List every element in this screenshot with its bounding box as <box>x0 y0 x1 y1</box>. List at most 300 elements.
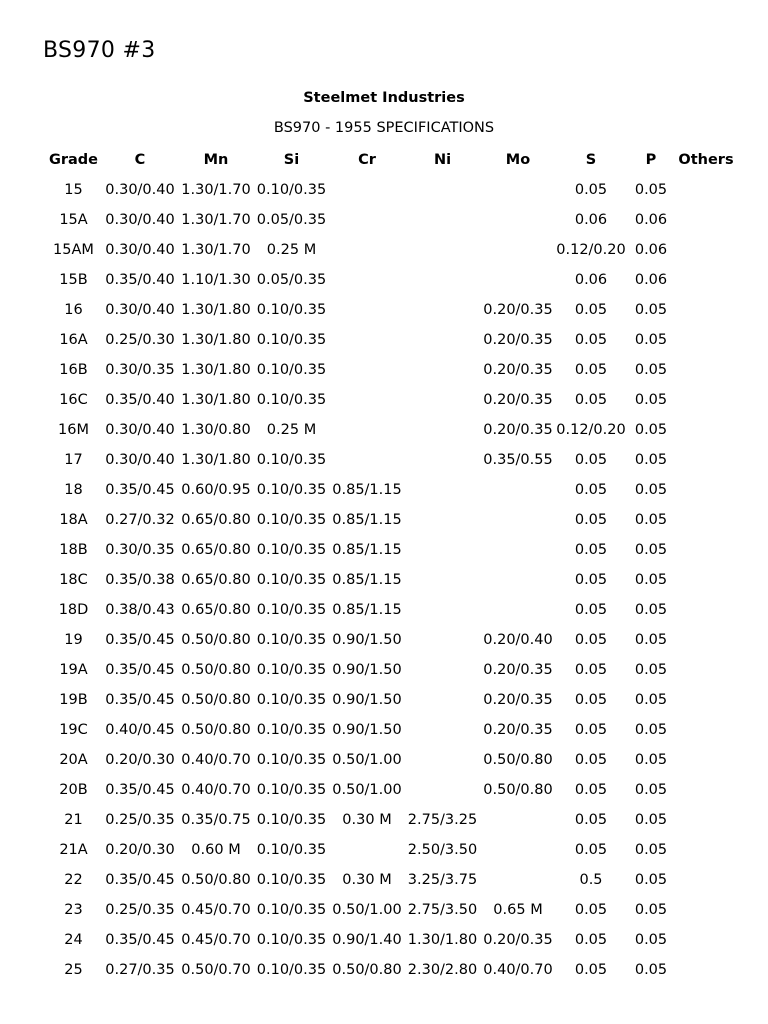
cell-cr: 0.50/1.00 <box>332 752 402 768</box>
cell-ni <box>405 595 480 625</box>
cell-p: 0.05 <box>634 572 668 588</box>
document-title: BS970 #3 <box>43 38 156 63</box>
cell-si: 0.10/0.35 <box>256 362 327 378</box>
cell-ni: 3.25/3.75 <box>407 872 478 888</box>
cell-mn: 1.30/1.80 <box>181 392 251 408</box>
cell-mo: 0.35/0.55 <box>483 452 553 468</box>
cell-ni <box>405 625 480 655</box>
cell-c: 0.35/0.45 <box>105 782 175 798</box>
column-header-grade: Grade <box>48 152 99 168</box>
cell-mn: 0.50/0.80 <box>181 692 251 708</box>
cell-s: 0.05 <box>574 392 608 408</box>
cell-ni: 2.75/3.50 <box>407 902 478 918</box>
table-row <box>45 505 736 535</box>
company-name: Steelmet Industries <box>303 90 465 106</box>
column-header-mo: Mo <box>505 152 531 168</box>
cell-ni <box>405 265 480 295</box>
cell-mo: 0.20/0.35 <box>483 662 553 678</box>
cell-others <box>676 445 736 475</box>
cell-p: 0.05 <box>634 872 668 888</box>
table-row <box>45 685 736 715</box>
cell-p: 0.05 <box>634 542 668 558</box>
cell-cr: 0.90/1.50 <box>332 632 402 648</box>
cell-mn: 0.65/0.80 <box>181 542 251 558</box>
table-row <box>45 415 736 445</box>
cell-grade: 24 <box>64 932 83 948</box>
cell-cr: 0.85/1.15 <box>332 572 402 588</box>
cell-c: 0.35/0.40 <box>105 272 175 288</box>
cell-mo <box>480 865 556 895</box>
cell-others <box>676 625 736 655</box>
column-header-cr: Cr <box>358 152 376 168</box>
cell-others <box>676 235 736 265</box>
cell-si: 0.10/0.35 <box>256 662 327 678</box>
cell-mo: 0.20/0.35 <box>483 692 553 708</box>
cell-s: 0.05 <box>574 362 608 378</box>
cell-p: 0.05 <box>634 692 668 708</box>
cell-grade: 19B <box>59 692 88 708</box>
cell-si: 0.10/0.35 <box>256 872 327 888</box>
cell-cr: 0.90/1.50 <box>332 662 402 678</box>
cell-mn: 1.30/0.80 <box>181 422 251 438</box>
cell-cr <box>329 835 405 865</box>
cell-si: 0.10/0.35 <box>256 332 327 348</box>
cell-c: 0.30/0.40 <box>105 182 175 198</box>
table-row <box>45 565 736 595</box>
cell-ni <box>405 295 480 325</box>
cell-c: 0.20/0.30 <box>105 842 175 858</box>
cell-ni <box>405 535 480 565</box>
cell-grade: 16C <box>59 392 88 408</box>
column-header-others: Others <box>678 152 734 168</box>
column-header-c: C <box>134 152 146 168</box>
cell-cr <box>329 235 405 265</box>
cell-cr <box>329 265 405 295</box>
cell-p: 0.05 <box>634 752 668 768</box>
cell-s: 0.5 <box>579 872 603 888</box>
cell-others <box>676 955 736 985</box>
cell-p: 0.05 <box>634 182 668 198</box>
cell-mo: 0.50/0.80 <box>483 782 553 798</box>
table-row <box>45 955 736 985</box>
cell-p: 0.05 <box>634 482 668 498</box>
cell-si: 0.10/0.35 <box>256 452 327 468</box>
cell-si: 0.10/0.35 <box>256 842 327 858</box>
cell-si: 0.10/0.35 <box>256 932 327 948</box>
cell-mo <box>480 205 556 235</box>
cell-s: 0.05 <box>574 662 608 678</box>
cell-c: 0.35/0.45 <box>105 632 175 648</box>
table-row <box>45 715 736 745</box>
cell-s: 0.05 <box>574 512 608 528</box>
cell-grade: 15A <box>59 212 88 228</box>
cell-grade: 18D <box>58 602 89 618</box>
cell-p: 0.05 <box>634 362 668 378</box>
cell-grade: 18A <box>59 512 88 528</box>
cell-si: 0.10/0.35 <box>256 302 327 318</box>
cell-c: 0.30/0.35 <box>105 362 175 378</box>
column-header-si: Si <box>283 152 300 168</box>
cell-p: 0.05 <box>634 782 668 798</box>
cell-grade: 19A <box>59 662 88 678</box>
cell-grade: 25 <box>64 962 83 978</box>
table-row <box>45 655 736 685</box>
cell-s: 0.12/0.20 <box>556 242 626 258</box>
cell-ni <box>405 655 480 685</box>
cell-cr: 0.85/1.15 <box>332 542 402 558</box>
cell-cr: 0.90/1.50 <box>332 692 402 708</box>
cell-others <box>676 715 736 745</box>
cell-c: 0.35/0.45 <box>105 692 175 708</box>
cell-others <box>676 355 736 385</box>
cell-s: 0.05 <box>574 542 608 558</box>
cell-s: 0.05 <box>574 482 608 498</box>
cell-s: 0.06 <box>574 272 608 288</box>
cell-grade: 20B <box>59 782 88 798</box>
cell-others <box>676 415 736 445</box>
cell-mn: 0.65/0.80 <box>181 512 251 528</box>
cell-mn: 0.45/0.70 <box>181 932 251 948</box>
cell-ni: 1.30/1.80 <box>407 932 478 948</box>
cell-c: 0.30/0.40 <box>105 302 175 318</box>
cell-mn: 1.30/1.70 <box>181 182 251 198</box>
table-row <box>45 325 736 355</box>
cell-c: 0.35/0.45 <box>105 872 175 888</box>
cell-grade: 16M <box>58 422 89 438</box>
cell-ni <box>405 715 480 745</box>
cell-ni <box>405 505 480 535</box>
cell-ni <box>405 775 480 805</box>
cell-ni <box>405 415 480 445</box>
cell-cr <box>329 415 405 445</box>
cell-grade: 15AM <box>53 242 94 258</box>
cell-cr: 0.50/1.00 <box>332 902 402 918</box>
cell-p: 0.05 <box>634 422 668 438</box>
cell-p: 0.05 <box>634 452 668 468</box>
cell-cr: 0.90/1.40 <box>332 932 402 948</box>
cell-mn: 0.65/0.80 <box>181 572 251 588</box>
cell-others <box>676 655 736 685</box>
table-header-row <box>45 145 736 175</box>
cell-mo: 0.65 M <box>493 902 543 918</box>
table-row <box>45 265 736 295</box>
table-row <box>45 925 736 955</box>
cell-c: 0.30/0.35 <box>105 542 175 558</box>
cell-mn: 1.30/1.80 <box>181 452 251 468</box>
cell-mn: 1.30/1.80 <box>181 362 251 378</box>
table-body <box>45 175 736 985</box>
cell-others <box>676 805 736 835</box>
cell-others <box>676 895 736 925</box>
cell-s: 0.12/0.20 <box>556 422 626 438</box>
cell-mn: 1.30/1.70 <box>181 242 251 258</box>
cell-mo: 0.20/0.35 <box>483 422 553 438</box>
cell-others <box>676 685 736 715</box>
cell-c: 0.30/0.40 <box>105 212 175 228</box>
cell-si: 0.10/0.35 <box>256 512 327 528</box>
cell-c: 0.38/0.43 <box>105 602 175 618</box>
cell-grade: 23 <box>64 902 83 918</box>
cell-grade: 16B <box>59 362 88 378</box>
cell-cr: 0.30 M <box>342 872 392 888</box>
cell-others <box>676 385 736 415</box>
table-row <box>45 355 736 385</box>
cell-others <box>676 745 736 775</box>
table-row <box>45 595 736 625</box>
table-row <box>45 385 736 415</box>
cell-mn: 1.30/1.70 <box>181 212 251 228</box>
cell-c: 0.35/0.45 <box>105 482 175 498</box>
cell-others <box>676 325 736 355</box>
cell-ni: 2.75/3.25 <box>407 812 478 828</box>
cell-c: 0.40/0.45 <box>105 722 175 738</box>
cell-si: 0.10/0.35 <box>256 632 327 648</box>
cell-s: 0.05 <box>574 932 608 948</box>
cell-si: 0.05/0.35 <box>256 272 327 288</box>
cell-s: 0.05 <box>574 602 608 618</box>
cell-p: 0.06 <box>634 212 668 228</box>
column-header-ni: Ni <box>433 152 452 168</box>
table-row <box>45 895 736 925</box>
cell-c: 0.35/0.38 <box>105 572 175 588</box>
cell-c: 0.35/0.45 <box>105 662 175 678</box>
cell-s: 0.05 <box>574 632 608 648</box>
cell-cr <box>329 295 405 325</box>
cell-grade: 16A <box>59 332 88 348</box>
cell-mn: 1.30/1.80 <box>181 332 251 348</box>
cell-cr <box>329 355 405 385</box>
cell-mo <box>480 805 556 835</box>
cell-mn: 0.50/0.80 <box>181 662 251 678</box>
cell-mo <box>480 835 556 865</box>
cell-p: 0.05 <box>634 662 668 678</box>
cell-mo: 0.20/0.35 <box>483 932 553 948</box>
cell-grade: 19 <box>64 632 83 648</box>
cell-others <box>676 205 736 235</box>
cell-s: 0.06 <box>574 212 608 228</box>
cell-mn: 0.65/0.80 <box>181 602 251 618</box>
cell-p: 0.05 <box>634 962 668 978</box>
cell-cr: 0.85/1.15 <box>332 602 402 618</box>
cell-si: 0.25 M <box>266 422 317 438</box>
cell-others <box>676 595 736 625</box>
cell-cr <box>329 325 405 355</box>
cell-p: 0.05 <box>634 602 668 618</box>
cell-si: 0.25 M <box>266 242 317 258</box>
cell-c: 0.25/0.30 <box>105 332 175 348</box>
cell-si: 0.10/0.35 <box>256 542 327 558</box>
cell-mo <box>480 175 556 205</box>
cell-si: 0.10/0.35 <box>256 752 327 768</box>
cell-others <box>676 535 736 565</box>
table-row <box>45 235 736 265</box>
cell-others <box>676 505 736 535</box>
cell-si: 0.10/0.35 <box>256 392 327 408</box>
cell-ni <box>405 355 480 385</box>
cell-mo: 0.50/0.80 <box>483 752 553 768</box>
cell-cr <box>329 175 405 205</box>
cell-others <box>676 835 736 865</box>
cell-ni <box>405 475 480 505</box>
cell-p: 0.05 <box>634 812 668 828</box>
cell-cr: 0.85/1.15 <box>332 482 402 498</box>
table-row <box>45 625 736 655</box>
cell-si: 0.05/0.35 <box>256 212 327 228</box>
table-row <box>45 775 736 805</box>
cell-ni <box>405 205 480 235</box>
cell-mn: 0.50/0.80 <box>181 632 251 648</box>
cell-mn: 0.45/0.70 <box>181 902 251 918</box>
cell-mn: 1.10/1.30 <box>181 272 251 288</box>
column-header-p: P <box>645 152 657 168</box>
cell-grade: 22 <box>64 872 83 888</box>
specifications-table <box>45 145 736 985</box>
cell-c: 0.35/0.40 <box>105 392 175 408</box>
cell-mo <box>480 505 556 535</box>
cell-mo: 0.20/0.35 <box>483 302 553 318</box>
cell-grade: 16 <box>64 302 83 318</box>
cell-mo: 0.40/0.70 <box>483 962 553 978</box>
cell-cr: 0.30 M <box>342 812 392 828</box>
cell-grade: 20A <box>59 752 88 768</box>
spec-title: BS970 - 1955 SPECIFICATIONS <box>273 120 495 136</box>
cell-s: 0.05 <box>574 182 608 198</box>
cell-c: 0.25/0.35 <box>105 812 175 828</box>
cell-cr <box>329 205 405 235</box>
cell-mn: 0.40/0.70 <box>181 752 251 768</box>
cell-c: 0.27/0.32 <box>105 512 175 528</box>
table-row <box>45 865 736 895</box>
cell-ni <box>405 445 480 475</box>
cell-mo <box>480 535 556 565</box>
cell-mn: 1.30/1.80 <box>181 302 251 318</box>
cell-s: 0.05 <box>574 332 608 348</box>
cell-grade: 21A <box>59 842 88 858</box>
cell-grade: 18 <box>64 482 83 498</box>
cell-s: 0.05 <box>574 692 608 708</box>
cell-others <box>676 775 736 805</box>
cell-grade: 21 <box>64 812 83 828</box>
table-row <box>45 805 736 835</box>
cell-others <box>676 925 736 955</box>
cell-s: 0.05 <box>574 572 608 588</box>
cell-cr: 0.50/0.80 <box>332 962 402 978</box>
cell-ni: 2.30/2.80 <box>407 962 478 978</box>
cell-mn: 0.50/0.80 <box>181 722 251 738</box>
column-header-mn: Mn <box>203 152 229 168</box>
cell-c: 0.35/0.45 <box>105 932 175 948</box>
cell-c: 0.27/0.35 <box>105 962 175 978</box>
cell-cr <box>329 385 405 415</box>
cell-s: 0.05 <box>574 902 608 918</box>
cell-others <box>676 295 736 325</box>
cell-s: 0.05 <box>574 302 608 318</box>
cell-p: 0.05 <box>634 902 668 918</box>
table-row <box>45 175 736 205</box>
table-row <box>45 205 736 235</box>
cell-mo: 0.20/0.40 <box>483 632 553 648</box>
cell-mo: 0.20/0.35 <box>483 362 553 378</box>
cell-mo: 0.20/0.35 <box>483 392 553 408</box>
cell-mn: 0.50/0.70 <box>181 962 251 978</box>
table-row <box>45 745 736 775</box>
cell-s: 0.05 <box>574 812 608 828</box>
table-row <box>45 535 736 565</box>
cell-si: 0.10/0.35 <box>256 692 327 708</box>
cell-s: 0.05 <box>574 842 608 858</box>
cell-cr: 0.50/1.00 <box>332 782 402 798</box>
cell-s: 0.05 <box>574 752 608 768</box>
column-header-s: S <box>585 152 597 168</box>
cell-ni <box>405 325 480 355</box>
cell-mo <box>480 265 556 295</box>
cell-grade: 18B <box>59 542 88 558</box>
cell-si: 0.10/0.35 <box>256 962 327 978</box>
cell-mo <box>480 565 556 595</box>
cell-s: 0.05 <box>574 782 608 798</box>
cell-mn: 0.50/0.80 <box>181 872 251 888</box>
cell-others <box>676 865 736 895</box>
cell-si: 0.10/0.35 <box>256 602 327 618</box>
cell-p: 0.05 <box>634 392 668 408</box>
cell-others <box>676 565 736 595</box>
cell-cr <box>329 445 405 475</box>
cell-ni <box>405 685 480 715</box>
cell-ni <box>405 175 480 205</box>
cell-si: 0.10/0.35 <box>256 812 327 828</box>
table-row <box>45 295 736 325</box>
table-row <box>45 835 736 865</box>
cell-grade: 15B <box>59 272 88 288</box>
cell-p: 0.05 <box>634 842 668 858</box>
cell-mn: 0.60 M <box>191 842 241 858</box>
cell-ni <box>405 565 480 595</box>
cell-si: 0.10/0.35 <box>256 902 327 918</box>
cell-others <box>676 265 736 295</box>
cell-others <box>676 175 736 205</box>
cell-mn: 0.60/0.95 <box>181 482 251 498</box>
cell-mo <box>480 475 556 505</box>
table-row <box>45 475 736 505</box>
cell-si: 0.10/0.35 <box>256 182 327 198</box>
cell-si: 0.10/0.35 <box>256 482 327 498</box>
cell-p: 0.05 <box>634 722 668 738</box>
cell-p: 0.06 <box>634 272 668 288</box>
cell-s: 0.05 <box>574 452 608 468</box>
cell-si: 0.10/0.35 <box>256 782 327 798</box>
cell-grade: 17 <box>64 452 83 468</box>
cell-c: 0.30/0.40 <box>105 422 175 438</box>
cell-ni <box>405 745 480 775</box>
cell-mn: 0.40/0.70 <box>181 782 251 798</box>
cell-ni <box>405 235 480 265</box>
cell-cr: 0.85/1.15 <box>332 512 402 528</box>
cell-mo <box>480 595 556 625</box>
cell-si: 0.10/0.35 <box>256 572 327 588</box>
cell-si: 0.10/0.35 <box>256 722 327 738</box>
cell-mo <box>480 235 556 265</box>
cell-c: 0.30/0.40 <box>105 452 175 468</box>
cell-p: 0.06 <box>634 242 668 258</box>
cell-grade: 15 <box>64 182 83 198</box>
cell-ni: 2.50/3.50 <box>407 842 478 858</box>
table-row <box>45 445 736 475</box>
cell-c: 0.30/0.40 <box>105 242 175 258</box>
cell-c: 0.20/0.30 <box>105 752 175 768</box>
cell-p: 0.05 <box>634 302 668 318</box>
cell-grade: 18C <box>59 572 88 588</box>
cell-mo: 0.20/0.35 <box>483 722 553 738</box>
